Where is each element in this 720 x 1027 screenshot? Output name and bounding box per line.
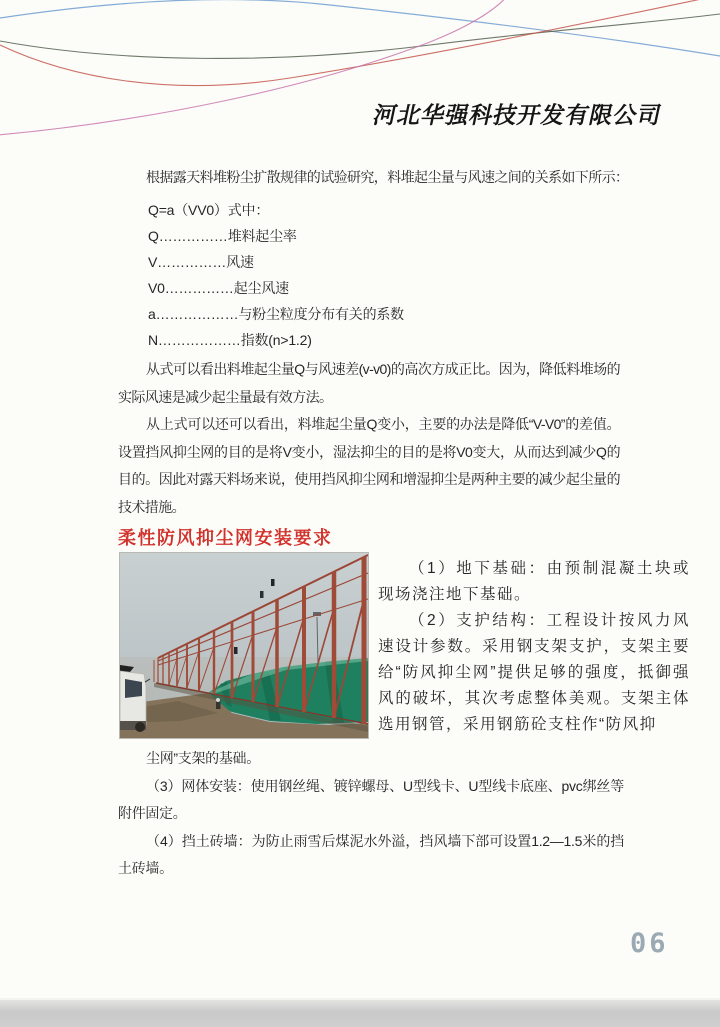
install-items-column [378,556,690,738]
definition-v0: V0……………起尘风速 [148,280,289,296]
definition-n: N………………指数(n>1.2) [148,332,312,348]
formula-line: Q=a（VV0）式中： [148,202,270,218]
scan-edge-band [0,998,720,1027]
intro-paragraph: 根据露天料堆粉尘扩散规律的试验研究，料堆起尘量与风速之间的关系如下所示： [146,169,629,185]
page-number: 06 [630,928,669,959]
installation-photo [120,553,368,738]
curve-blue [0,0,720,56]
definition-q: Q……………堆料起尘率 [148,228,297,244]
definition-v: V……………风速 [148,254,254,270]
company-name: 河北华强科技开发有限公司 [370,102,665,128]
paragraph: 从式可以看出料堆起尘量Q与风速差(v-v0)的高次方成正比。因为，降低料堆场的实际风速是减少起尘量最有效方法。 [118,361,620,405]
install-item-1: （1）地下基础：由预制混凝土块或现场浇注地下基础。 [378,560,690,603]
install-item-3: （3）网体安装：使用钢丝绳、镀锌螺母、U型线卡、U型线卡底座、pvc绑丝等附件固定。 [118,777,624,821]
definition-a: a………………与粉尘粒度分布有关的系数 [148,306,404,322]
curve-red [0,0,716,86]
install-item-4: （4）挡土砖墙：为防止雨雪后煤泥水外溢，挡风墙下部可设置1.2—1.5米的挡土砖墙。 [118,832,624,876]
photo-art [120,553,368,738]
install-item-2: （2）支护结构：工程设计按风力风速设计参数。采用钢支架支护，支架主要给“防风抑尘网”提供足够的强度，抵御强风的破坏，其次考虑整体美观。支架主体选用钢管，采用钢筋砼支柱作“防风抑 [378,612,690,733]
formula-block [148,197,404,353]
body-paragraphs [118,356,620,521]
paragraph: 从上式可以还可以看出，料堆起尘量Q变小，主要的办法是降低“V-V0”的差值。设置挡风抑尘网的目的是将V变小，湿法抑尘的目的是将V0变大，从而达到减少Q的目的。因此对露天料场来说，使用挡风抑尘网和增湿抑尘是两种主要的减少起尘量的技术措施。 [118,416,620,515]
curve-dark [0,14,720,58]
install-items-bottom [118,745,624,883]
install-item-2-continued: 尘网”支架的基础。 [146,750,260,766]
section-heading: 柔性防风抑尘网安装要求 [118,528,333,548]
